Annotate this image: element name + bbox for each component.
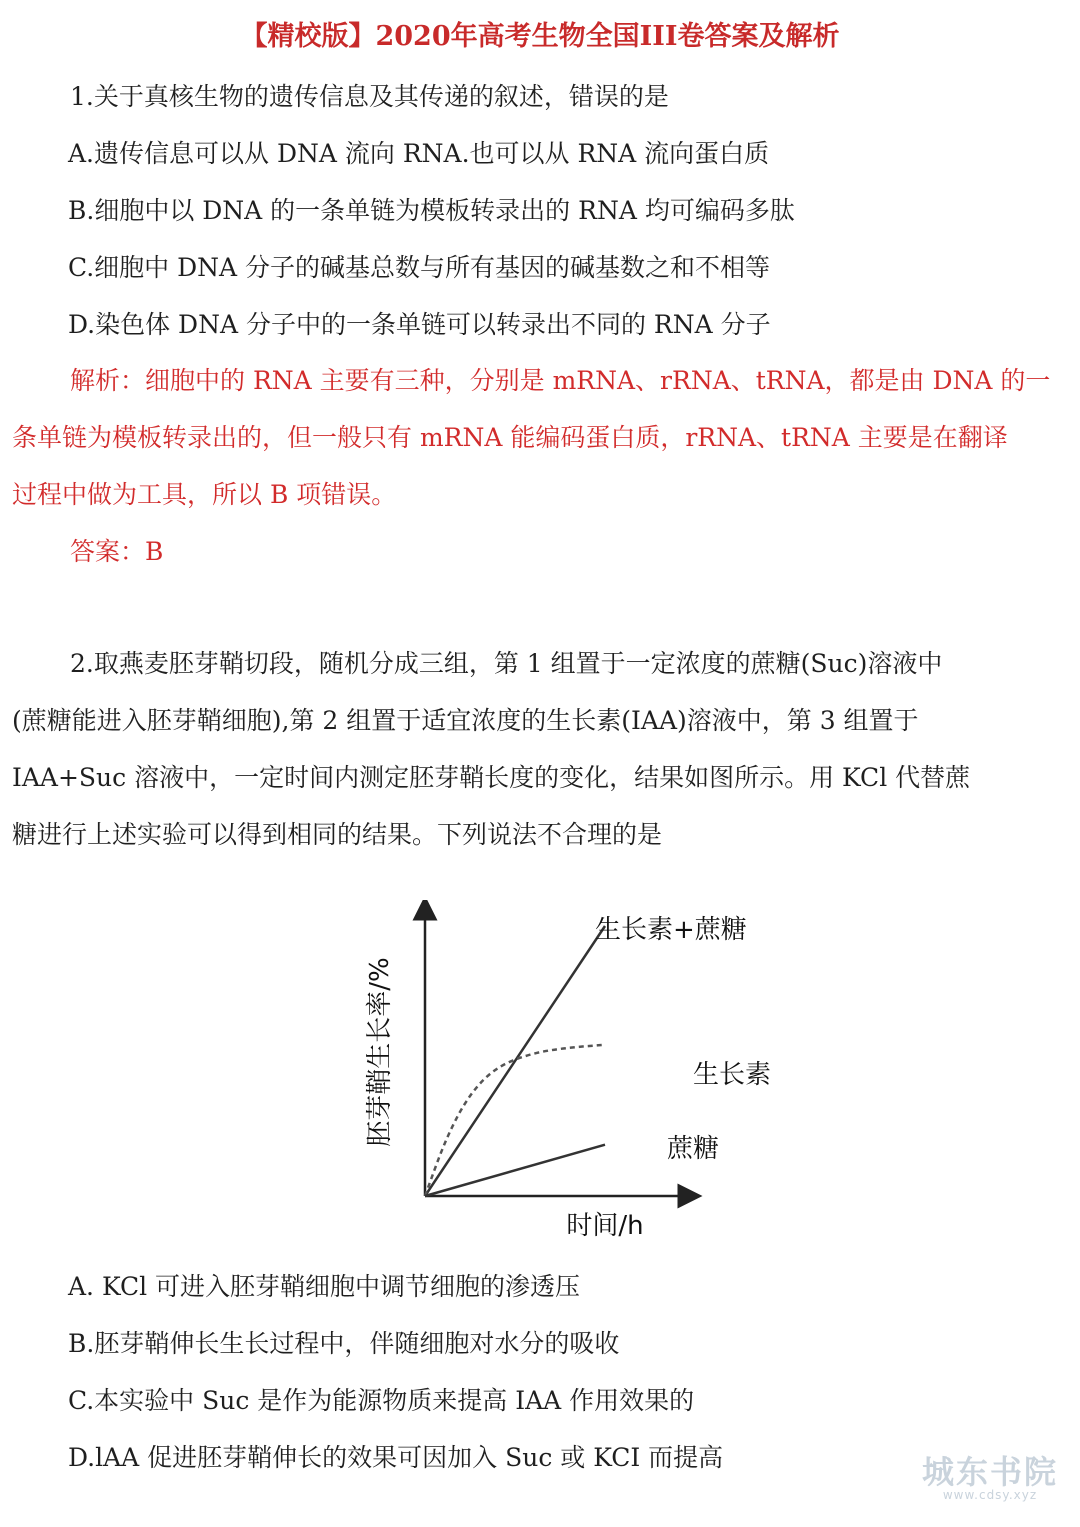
series-line	[425, 926, 605, 1196]
series-label: 蔗糖	[667, 1134, 720, 1164]
question-1-stem: 1.关于真核生物的遗传信息及其传递的叙述，错误的是	[70, 82, 669, 111]
x-axis-label: 时间/h	[566, 1211, 644, 1241]
question-1-option-a: A.遗传信息可以从 DNA 流向 RNA.也可以从 RNA 流向蛋白质	[68, 139, 770, 168]
question-1-option-c: C.细胞中 DNA 分子的碱基总数与所有基因的碱基数之和不相等	[68, 253, 771, 282]
page-title: 【精校版】2020年高考生物全国III卷答案及解析	[240, 21, 840, 52]
y-axis-label: 胚芽鞘生长率/%	[365, 957, 395, 1147]
question-1-analysis-line: 解析：细胞中的 RNA 主要有三种，分别是 mRNA、rRNA、tRNA，都是由 DNA 的一	[70, 366, 1051, 395]
question-2-option-a: A. KCl 可进入胚芽鞘细胞中调节细胞的渗透压	[68, 1272, 581, 1301]
question-1-option-d: D.染色体 DNA 分子中的一条单链可以转录出不同的 RNA 分子	[68, 310, 771, 339]
series-line	[425, 1045, 605, 1196]
question-2-option-c: C.本实验中 Suc 是作为能源物质来提高 IAA 作用效果的	[68, 1386, 695, 1415]
question-1-answer: 答案：B	[70, 537, 164, 566]
question-2-stem-line: (蔗糖能进入胚芽鞘细胞),第 2 组置于适宜浓度的生长素(IAA)溶液中，第 3 组置于	[12, 706, 919, 735]
question-1-option-b: B.细胞中以 DNA 的一条单链为模板转录出的 RNA 均可编码多肽	[68, 196, 795, 225]
watermark-text: 城东书院	[921, 1453, 1058, 1491]
question-2-stem-line: IAA+Suc 溶液中，一定时间内测定胚芽鞘长度的变化，结果如图所示。用 KCl 代替蔗	[12, 763, 971, 792]
growth-rate-chart	[360, 900, 780, 1250]
question-2-option-b: B.胚芽鞘伸长生长过程中，伴随细胞对水分的吸收	[68, 1329, 620, 1358]
question-2-option-d: D.lAA 促进胚芽鞘伸长的效果可因加入 Suc 或 KCI 而提高	[68, 1443, 724, 1472]
series-label: 生长素+蔗糖	[595, 915, 747, 945]
watermark-url: www.cdsy.xyz	[942, 1488, 1038, 1502]
watermark-logo	[922, 1455, 1058, 1501]
question-1-analysis-line: 条单链为模板转录出的，但一般只有 mRNA 能编码蛋白质，rRNA、tRNA 主要是在翻译	[12, 423, 1008, 452]
question-2-stem-line: 糖进行上述实验可以得到相同的结果。下列说法不合理的是	[12, 820, 663, 849]
question-2-stem-line: 2.取燕麦胚芽鞘切段，随机分成三组，第 1 组置于一定浓度的蔗糖(Suc)溶液中	[70, 649, 943, 678]
series-label: 生长素	[693, 1060, 772, 1090]
series-line	[425, 1145, 605, 1196]
question-1-analysis-line: 过程中做为工具，所以 B 项错误。	[12, 480, 397, 509]
